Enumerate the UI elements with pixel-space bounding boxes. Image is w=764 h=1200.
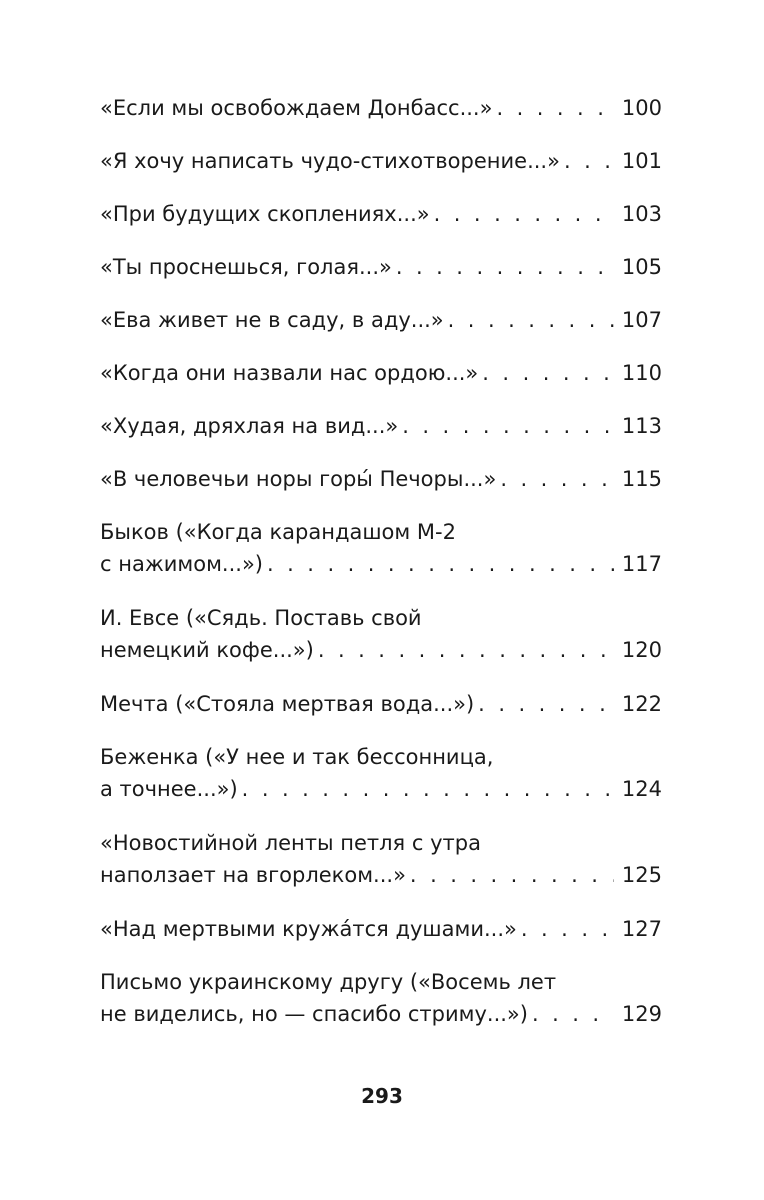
dot-leader (478, 357, 614, 389)
toc-page-number: 127 (621, 917, 662, 941)
toc-entry (100, 463, 662, 495)
page-number-footer: 293 (361, 1084, 403, 1108)
toc-page-number: 101 (621, 149, 662, 173)
toc-entry-title: немецкий кофе...») (100, 638, 314, 662)
toc-entry-row (100, 198, 662, 230)
toc-page-number: 120 (621, 638, 662, 662)
dot-leader (496, 463, 614, 495)
dot-leader (238, 773, 614, 805)
toc-entry-title: «Ева живет не в саду, в аду...» (100, 308, 444, 332)
dot-leader (517, 913, 614, 945)
toc-entry-row (100, 304, 662, 336)
toc-entry-title: «Если мы освобождаем Донбасс...» (100, 96, 493, 120)
toc-entry-title: «При будущих скоплениях...» (100, 202, 430, 226)
toc-entry-row (100, 634, 662, 666)
dot-leader (528, 998, 614, 1030)
toc-entry-title: Мечта («Стояла мертвая вода...») (100, 692, 475, 716)
dot-leader (430, 198, 614, 230)
toc-page-number: 113 (621, 414, 662, 438)
toc-entry-title: с нажимом...») (100, 552, 263, 576)
toc-entry (100, 741, 662, 805)
toc-page-number: 117 (621, 552, 662, 576)
toc-entry (100, 602, 662, 666)
toc-entry-row (100, 410, 662, 442)
toc-entry-title: «Я хочу написать чудо-стихотворение...» (100, 149, 560, 173)
toc-entry (100, 92, 662, 124)
toc-entry (100, 198, 662, 230)
toc-entry (100, 913, 662, 945)
toc-entry (100, 966, 662, 1030)
dot-leader (406, 859, 614, 891)
dot-leader (560, 145, 614, 177)
toc-entry (100, 410, 662, 442)
toc-entry (100, 145, 662, 177)
toc-page-number: 103 (621, 202, 662, 226)
dot-leader (492, 92, 613, 124)
toc-entry-title: «Ты проснешься, голая...» (100, 255, 392, 279)
toc-entry-title-line: Беженка («У нее и так бессонница, (100, 745, 494, 769)
dot-leader (444, 304, 614, 336)
toc-page-number: 115 (621, 467, 662, 491)
toc-entry-row (100, 688, 662, 720)
toc-entry-row (100, 92, 662, 124)
toc-entry-title: не виделись, но — спасибо стриму...») (100, 1002, 528, 1026)
toc-entry (100, 251, 662, 283)
toc-page-number: 105 (621, 255, 662, 279)
toc-entry-title: наползает на вгорлеком...» (100, 863, 406, 887)
toc-entry (100, 516, 662, 580)
toc-entry-row (100, 998, 662, 1030)
table-of-contents (100, 92, 662, 1052)
dot-leader (263, 548, 614, 580)
toc-entry-row (100, 773, 662, 805)
toc-page-number: 122 (621, 692, 662, 716)
toc-entry-title-line: Письмо украинскому другу («Восемь лет (100, 970, 557, 994)
toc-entry-title-line: И. Евсе («Сядь. Поставь свой (100, 606, 422, 630)
toc-entry-row (100, 913, 662, 945)
dot-leader (474, 688, 614, 720)
toc-entry-row (100, 859, 662, 891)
toc-page-number: 124 (621, 777, 662, 801)
toc-entry (100, 827, 662, 891)
dot-leader (314, 634, 614, 666)
toc-entry-row (100, 251, 662, 283)
toc-entry-title: «В человечьи норы горы́ Печоры...» (100, 467, 497, 491)
toc-page-number: 129 (621, 1002, 662, 1026)
toc-page-number: 100 (621, 96, 662, 120)
toc-entry-row (100, 357, 662, 389)
toc-entry-title-line: Быков («Когда карандашом М-2 (100, 520, 456, 544)
toc-entry (100, 357, 662, 389)
toc-entry-row (100, 463, 662, 495)
toc-page-number: 125 (621, 863, 662, 887)
toc-page-number: 107 (621, 308, 662, 332)
toc-entry (100, 304, 662, 336)
toc-entry-title-line: «Новостийной ленты петля с утра (100, 831, 481, 855)
toc-entry-row (100, 145, 662, 177)
toc-entry (100, 688, 662, 720)
toc-entry-row (100, 548, 662, 580)
toc-entry-title: «Над мертвыми кружа́тся душами...» (100, 917, 517, 941)
toc-page-number: 110 (621, 361, 662, 385)
toc-entry-title: «Худая, дряхлая на вид...» (100, 414, 399, 438)
dot-leader (398, 410, 614, 442)
toc-entry-title: «Когда они назвали нас ордою...» (100, 361, 479, 385)
toc-entry-title: а точнее...») (100, 777, 238, 801)
dot-leader (392, 251, 614, 283)
